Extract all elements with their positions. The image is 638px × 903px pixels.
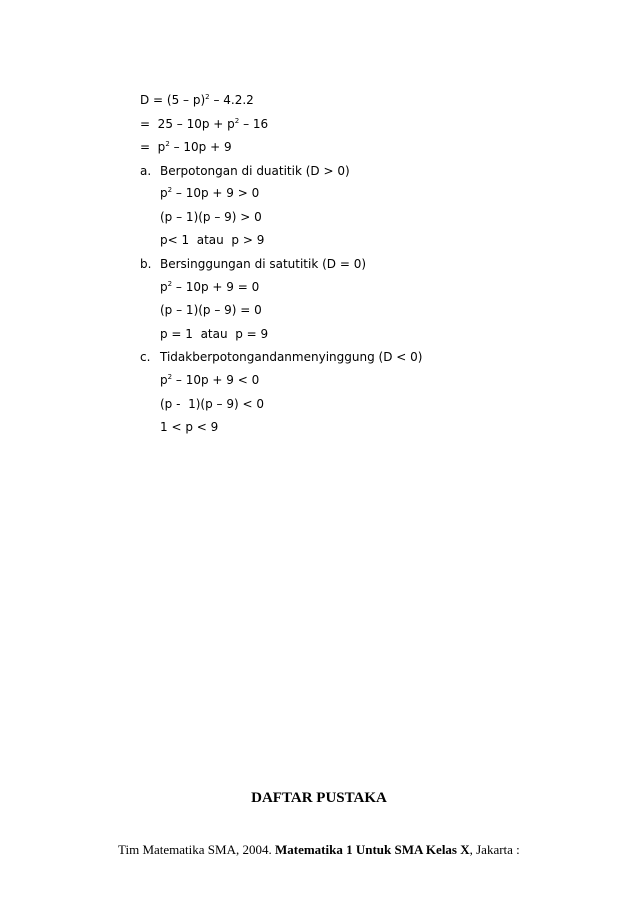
case-b-line1-suffix: – 10p + 9 = 0 xyxy=(172,280,260,294)
case-c-line1-suffix: – 10p + 9 < 0 xyxy=(172,373,260,387)
case-c-label: c. xyxy=(140,350,151,364)
simplified-suffix: – 10p + 9 xyxy=(169,140,232,154)
reference-entry xyxy=(118,842,520,858)
case-a-line1-exponent: 2 xyxy=(167,186,173,194)
expansion-exponent: 2 xyxy=(234,117,240,125)
case-b-title: Bersinggungan di satutitik (D = 0) xyxy=(160,257,367,271)
reference-author: Tim Matematika SMA, 2004. xyxy=(118,842,275,857)
case-b-line3: p = 1 atau p = 9 xyxy=(160,327,269,341)
case-a-line1-text: p xyxy=(160,186,168,200)
case-b-line1-exponent: 2 xyxy=(167,280,173,288)
case-a-line2: (p – 1)(p – 9) > 0 xyxy=(160,210,262,224)
case-c-line1 xyxy=(160,373,259,387)
case-c-line3: 1 < p < 9 xyxy=(160,420,219,434)
simplified-exponent: 2 xyxy=(165,140,170,148)
expansion-text: = 25 – 10p + p xyxy=(140,117,235,131)
case-b-line1-text: p xyxy=(160,280,168,294)
reference-title: Matematika 1 Untuk SMA Kelas X xyxy=(274,842,470,857)
case-a-line1 xyxy=(160,186,259,200)
case-b-label: b. xyxy=(140,257,152,271)
case-b-line2: (p – 1)(p – 9) = 0 xyxy=(160,303,262,317)
case-c-line2: (p - 1)(p – 9) < 0 xyxy=(160,397,264,411)
discriminant-line xyxy=(140,93,254,107)
case-a-line1-suffix: – 10p + 9 > 0 xyxy=(172,186,260,200)
expansion-suffix: – 16 xyxy=(239,117,269,131)
discriminant-suffix: – 4.2.2 xyxy=(209,93,254,107)
case-c-line1-text: p xyxy=(160,373,168,387)
references-heading: DAFTAR PUSTAKA xyxy=(251,790,387,806)
case-a-title: Berpotongan di duatitik (D > 0) xyxy=(160,164,350,178)
case-a-label: a. xyxy=(140,164,152,178)
discriminant-exponent: 2 xyxy=(205,93,210,101)
reference-publisher: , Jakarta : xyxy=(469,842,520,857)
case-b-line1 xyxy=(160,280,259,294)
expansion-line xyxy=(140,117,268,131)
discriminant-text: D = (5 – p) xyxy=(140,93,206,107)
simplified-text: = p xyxy=(140,140,166,154)
case-a-line3: p< 1 atau p > 9 xyxy=(160,233,265,247)
simplified-line xyxy=(140,140,232,154)
case-c-title: Tidakberpotongandanmenyinggung (D < 0) xyxy=(160,350,423,364)
case-c-line1-exponent: 2 xyxy=(167,373,173,381)
